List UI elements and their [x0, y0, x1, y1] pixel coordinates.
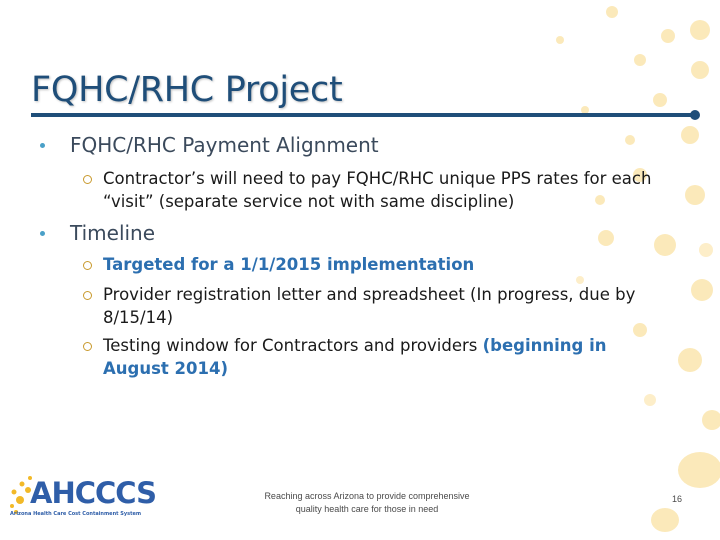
sub-bullet-circle: [83, 291, 92, 300]
sub-bullet-highlight-text: (beginning in: [482, 336, 607, 355]
sub-bullet-testing-window: [103, 334, 693, 380]
bullet-text: Timeline: [70, 221, 156, 245]
sub-bullet-line: Contractor’s will need to pay FQHC/RHC unique PPS rates for each: [103, 169, 652, 188]
sub-bullet-circle: [83, 261, 92, 270]
sub-bullet-line: Targeted for a 1/1/2015 implementation: [103, 255, 475, 274]
title-underline-dot: [690, 110, 700, 120]
bullet-payment-alignment: [70, 133, 379, 157]
sub-bullet-line: 8/15/14): [103, 308, 174, 327]
sub-bullet-line: Provider registration letter and spreadsheet (In progress, due by: [103, 285, 636, 304]
footer-tagline-line: Reaching across Arizona to provide comprehensive: [264, 491, 470, 501]
ahcccs-logo-subtitle: Arizona Health Care Cost Containment System: [10, 511, 142, 517]
sub-bullet-highlight-line: August 2014): [103, 359, 228, 378]
page-number: 16: [672, 494, 683, 504]
sub-bullet-circle: [83, 175, 92, 184]
sub-bullet-line: “visit” (separate service not with same discipline): [103, 192, 515, 211]
footer-tagline-line: quality health care for those in need: [295, 504, 439, 514]
bullet-text: FQHC/RHC Payment Alignment: [70, 133, 379, 157]
slide-title: FQHC/RHC Project: [31, 70, 343, 110]
sub-bullet-implementation: [103, 253, 693, 276]
sub-bullet-plain-text: Testing window for Contractors and providers: [103, 336, 483, 355]
sub-bullet-registration: [103, 283, 693, 329]
sub-bullet-line: [103, 334, 693, 357]
sub-bullet-pps-rates: [103, 167, 693, 213]
sub-bullet-circle: [83, 342, 92, 351]
bullet-dot: [40, 143, 45, 148]
footer-tagline: [242, 490, 492, 516]
bullet-timeline: [70, 221, 155, 245]
bullet-dot: [40, 231, 45, 236]
ahcccs-logo: AHCCCS: [30, 476, 156, 510]
title-underline: [31, 113, 697, 117]
